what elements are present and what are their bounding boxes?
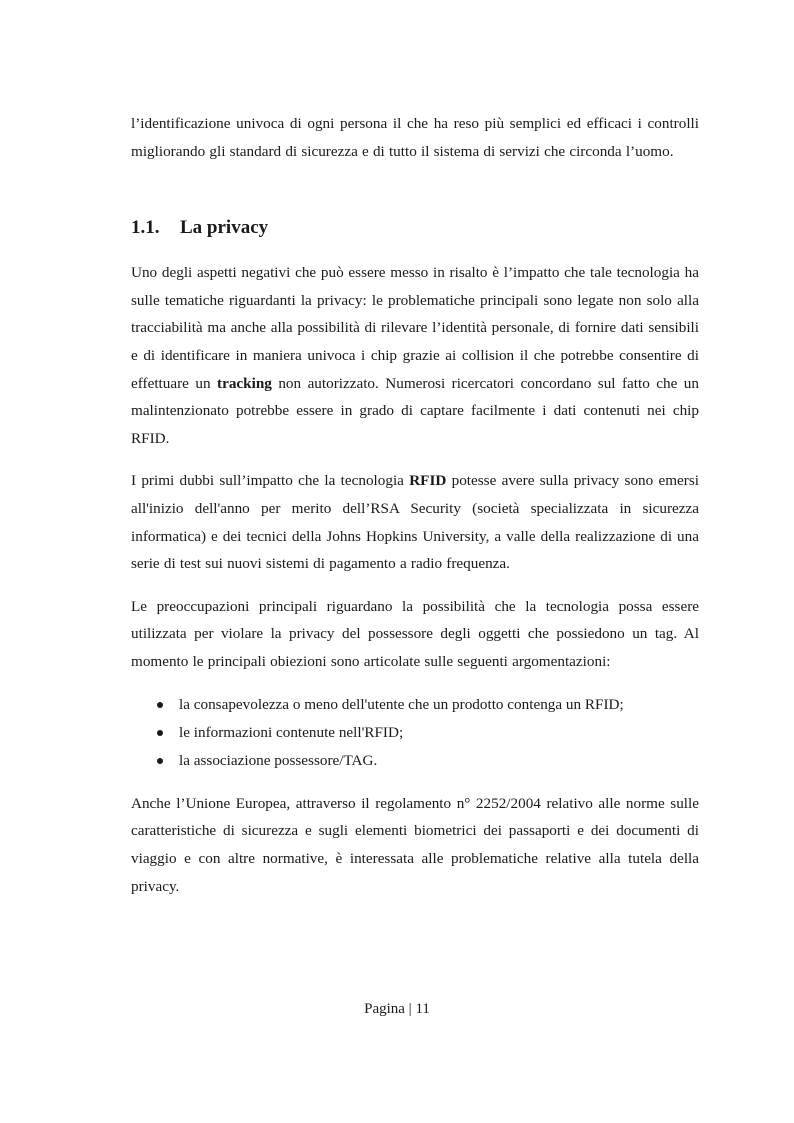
section-title: La privacy (180, 217, 269, 239)
paragraph-text: non autorizzato. Numerosi ricercatori concordano sul fatto che un malintenzionato potrebbe essere in grado di captare facilmente i dati contenuti nei chip RFID. (131, 374, 699, 447)
bold-term-rfid: RFID (409, 472, 447, 490)
section-heading (131, 215, 699, 241)
bullet-icon (157, 730, 163, 736)
paragraph-european-union: Anche l’Unione Europea, attraverso il regolamento n° 2252/2004 relativo alle norme sulle caratteristiche di sicurezza e sugli elementi biometrici dei passaporti e dei documenti di viaggio e con altre normative, è interessata alle problematiche relative alla tutela della privacy. (131, 794, 699, 895)
list-item-text: la associazione possessore/TAG. (179, 752, 378, 770)
bullet-icon (157, 758, 163, 764)
page-body (131, 110, 699, 900)
paragraph-text: Uno degli aspetti negativi che può essere messo in risalto è l’impatto che tale tecnologia ha sulle tematiche riguardanti la privacy: le problematiche principali sono legate non solo alla tracciabilità ma anche alla possibilità di rilevare l’identità personale, di fornire dati sensibili e di identificare in maniera univoca i chip grazie ai collision il che potrebbe consentire di effettuare un (131, 264, 699, 392)
objections-list (131, 691, 699, 776)
paragraph-privacy-issues (131, 259, 699, 452)
page-footer: Pagina | 11 (364, 1001, 430, 1017)
list-item (131, 747, 699, 775)
list-item (131, 719, 699, 747)
paragraph-first-doubts (131, 467, 699, 577)
list-item-text: le informazioni contenute nell'RFID; (179, 723, 404, 741)
bold-term-tracking: tracking (217, 374, 272, 392)
section-number: 1.1. (131, 217, 160, 239)
list-item-text: la consapevolezza o meno dell'utente che un prodotto contenga un RFID; (179, 695, 624, 713)
list-item (131, 691, 699, 719)
paragraph-text: I primi dubbi sull’impatto che la tecnologia (131, 472, 410, 490)
paragraph-text: potesse avere sulla privacy sono emersi all'inizio dell'anno per merito dell’RSA Security (società specializzata in sicurezza informatica) e dei tecnici della Johns Hopkins University, a valle della realizzazione di una serie di test sui nuovi sistemi di pagamento a radio frequenza. (131, 472, 699, 573)
intro-paragraph: l’identificazione univoca di ogni persona il che ha reso più semplici ed efficaci i controlli migliorando gli standard di sicurezza e di tutto il sistema di servizi che circonda l’uomo. (131, 115, 699, 160)
paragraph-main-concerns: Le preoccupazioni principali riguardano la possibilità che la tecnologia possa essere utilizzata per violare la privacy del possessore degli oggetti che possiedono un tag. Al momento le principali obiezioni sono articolate sulle seguenti argomentazioni: (131, 597, 699, 670)
bullet-icon (157, 702, 163, 708)
